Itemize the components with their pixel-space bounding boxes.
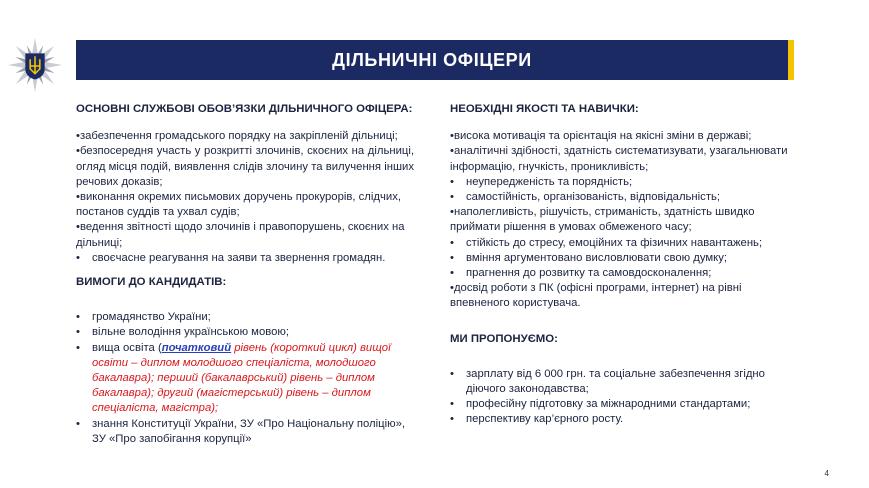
- banner-accent-stripe: [788, 40, 794, 80]
- duty-item-text: своєчасне реагування на заяви та звернення громадян.: [92, 251, 386, 264]
- requirement-item: [76, 310, 414, 325]
- skill-text: неупередженість та порядність;: [466, 175, 633, 188]
- offer-item: [450, 367, 800, 397]
- bullet: •: [76, 311, 80, 324]
- page-number: 4: [824, 469, 829, 478]
- requirement-item: [76, 417, 414, 447]
- bullet: •: [76, 341, 80, 354]
- skill-text: стійкість до стресу, емоційних та фізичних навантажень;: [466, 236, 763, 249]
- duty-item: •виконання окремих письмових доручень прокурорів, слідчих, постанов суддів та ухвал судів;: [76, 191, 401, 219]
- bullet: •: [450, 251, 454, 264]
- bullet: •: [450, 367, 454, 380]
- education-levels: рівень (короткий цикл) вищої освіти – диплом молодшого спеціаліста, молодшого бакалавра); перший (бакалаврський) рівень – диплом бакалавра); другий (магістерський) рівень – диплом спеціаліста, магістра);: [92, 341, 391, 415]
- offer-text: перспективу кар’єрного росту.: [466, 413, 624, 426]
- duties-heading: ОСНОВНІ СЛУЖБОВІ ОБОВ’ЯЗКИ ДІЛЬНИЧНОГО ОФІЦЕРА:: [76, 103, 413, 115]
- requirement-text: знання Конституції України, ЗУ «Про Національну поліцію», ЗУ «Про запобігання корупції»: [92, 417, 405, 445]
- duty-item: •забезпечення громадського порядку на закріпленій дільниці;: [76, 130, 398, 143]
- skill-item: [450, 236, 800, 251]
- skill-text: самостійність, організованість, відповідальність;: [466, 191, 721, 204]
- duty-item: [76, 251, 414, 266]
- requirement-item: [76, 325, 414, 340]
- requirement-text: громадянство України;: [92, 311, 211, 324]
- bullet: •: [450, 413, 454, 426]
- skills-heading: НЕОБХІДНІ ЯКОСТІ ТА НАВИЧКИ:: [450, 103, 639, 115]
- skill-item: •досвід роботи з ПК (офісні програми, інтернет) на рівні впевненого користувача.: [450, 282, 742, 310]
- requirement-text: вільне володіння українською мовою;: [92, 326, 289, 339]
- offer-text: професійну підготовку за міжнародними стандартами;: [466, 398, 751, 411]
- left-column: [76, 102, 414, 447]
- bullet: •: [76, 417, 80, 430]
- bullet: •: [450, 175, 454, 188]
- skill-item: [450, 190, 800, 205]
- bullet: •: [76, 326, 80, 339]
- skill-item: •висока мотивація та орієнтація на якісні зміни в державі;: [450, 130, 752, 143]
- skill-item: •аналітичні здібності, здатність систематизувати, узагальнювати інформацію, гнучкість, проникливість;: [450, 145, 788, 173]
- skill-item: [450, 266, 800, 281]
- skill-text: вміння аргументовано висловлювати свою думку;: [466, 251, 727, 264]
- right-column: [450, 102, 800, 428]
- bullet: •: [76, 251, 80, 264]
- page-title: ДІЛЬНИЧНІ ОФІЦЕРИ: [332, 49, 532, 70]
- bullet: •: [450, 236, 454, 249]
- requirement-item: [76, 341, 414, 417]
- skill-item: [450, 251, 800, 266]
- skill-text: прагнення до розвитку та самовдосконалення;: [466, 267, 712, 280]
- offer-item: [450, 412, 800, 427]
- title-banner: [76, 40, 788, 80]
- skill-item: •наполегливість, рішучість, стриманість, здатність швидко приймати рішення в умовах обмеженого часу;: [450, 206, 755, 234]
- bullet: •: [450, 191, 454, 204]
- duty-item: •безпосередня участь у розкритті злочинів, скоєних на дільниці, огляд місця подій, виявлення слідів злочину та вилучення інших речових доказів;: [76, 145, 414, 188]
- education-link[interactable]: початковий: [161, 341, 232, 354]
- offer-heading: МИ ПРОПОНУЄМО:: [450, 332, 558, 345]
- offer-text: зарплату від 6 000 грн. та соціальне забезпечення згідно діючого законодавства;: [466, 367, 765, 396]
- requirements-heading: ВИМОГИ ДО КАНДИДАТІВ:: [76, 276, 227, 289]
- requirement-text: [92, 341, 414, 417]
- bullet: •: [450, 267, 454, 280]
- skill-item: [450, 175, 800, 190]
- police-emblem-icon: [6, 36, 64, 94]
- offer-item: [450, 397, 800, 412]
- education-prefix: вища освіта (: [92, 341, 162, 354]
- duty-item: •ведення звітності щодо злочинів і правопорушень, скоєних на дільниці;: [76, 221, 405, 249]
- bullet: •: [450, 398, 454, 411]
